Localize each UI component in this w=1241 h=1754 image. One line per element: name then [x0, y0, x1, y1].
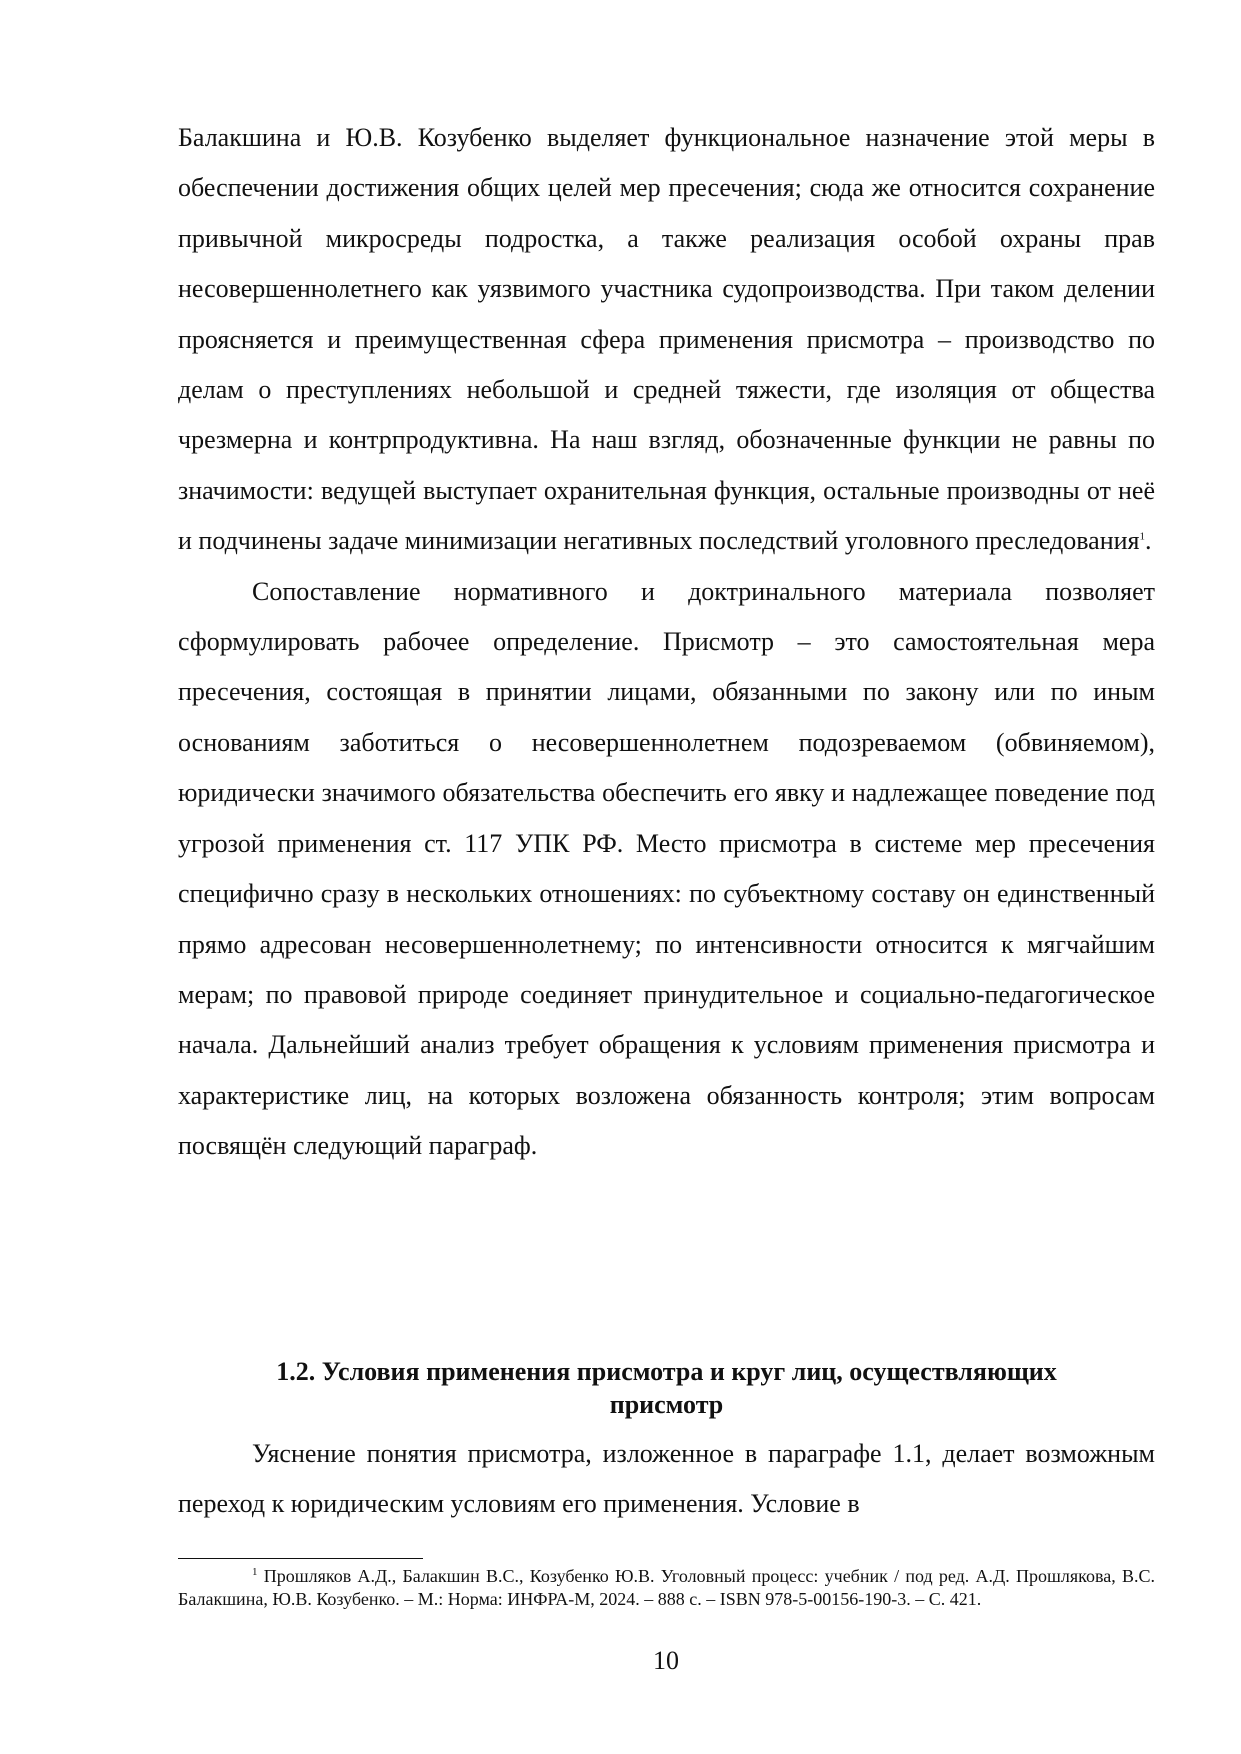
- footnote-text: Прошляков А.Д., Балакшин В.С., Козубенко Ю.В. Уголовный процесс: учебник / под ред. А.Д. Прошлякова, В.С. Балакшина, Ю.В. Козубенко. – М.: Норма: ИНФРА-М, 2024. – 888 с. – ISBN 978-5-00156-190-3. – С. 421.: [178, 1566, 1155, 1609]
- paragraph-text: Балакшина и Ю.В. Козубенко выделяет функциональное назначение этой меры в обеспечении достижения общих целей мер пресечения; сюда же относится сохранение привычной микросреды подростка, а также реализация особой охраны прав несовершеннолетнего как уязвимого участника судопроизводства. При таком делении проясняется и преимущественная сфера применения присмотра – производство по делам о преступлениях небольшой и средней тяжести, где изоляция от общества чрезмерна и контрпродуктивна. На наш взгляд, обозначенные функции не равны по значимости: ведущей выступает охранительная функция, остальные производны от неё и подчинены задаче минимизации негативных последствий уголовного преследования: [178, 123, 1155, 556]
- paragraph-definition: Сопоставление нормативного и доктринального материала позволяет сформулировать рабочее определение. Присмотр – это самостоятельная мера пресечения, состоящая в принятии лицами, обязанными по закону или по иным основаниям заботиться о несовершеннолетнем подозреваемом (обвиняемом), юридически значимого обязательства обеспечить его явку и надлежащее поведение под угрозой применения ст. 117 УПК РФ. Место присмотра в системе мер пресечения специфично сразу в нескольких отношениях: по субъектному составу он единственный прямо адресован несовершеннолетнему; по интенсивности относится к мягчайшим мерам; по правовой природе соединяет принудительное и социально-педагогическое начала. Дальнейший анализ требует обращения к условиям применения присмотра и характеристике лиц, на которых возложена обязанность контроля; этим вопросам посвящён следующий параграф.: [178, 576, 1155, 1161]
- paragraph-continued: [178, 113, 1155, 567]
- paragraph-section-start: Уяснение понятия присмотра, изложенное в параграфе 1.1, делает возможным переход к юридическим условиям его применения. Условие в: [178, 1439, 1155, 1519]
- footnote-reference[interactable]: 1: [1139, 530, 1145, 543]
- section-heading-line-1: 1.2. Условия применения присмотра и круг лиц, осуществляющих: [276, 1357, 1057, 1386]
- section-text: [178, 1429, 1155, 1530]
- paragraph-end: .: [1145, 526, 1152, 556]
- section-heading: [178, 1355, 1155, 1421]
- footnote-separator: [178, 1558, 423, 1559]
- section-heading-line-2: присмотр: [609, 1390, 724, 1419]
- body-text: [178, 113, 1155, 1172]
- footnote: [178, 1565, 1155, 1611]
- footnote-mark: 1: [252, 1566, 258, 1578]
- page-number: 10: [653, 1646, 679, 1675]
